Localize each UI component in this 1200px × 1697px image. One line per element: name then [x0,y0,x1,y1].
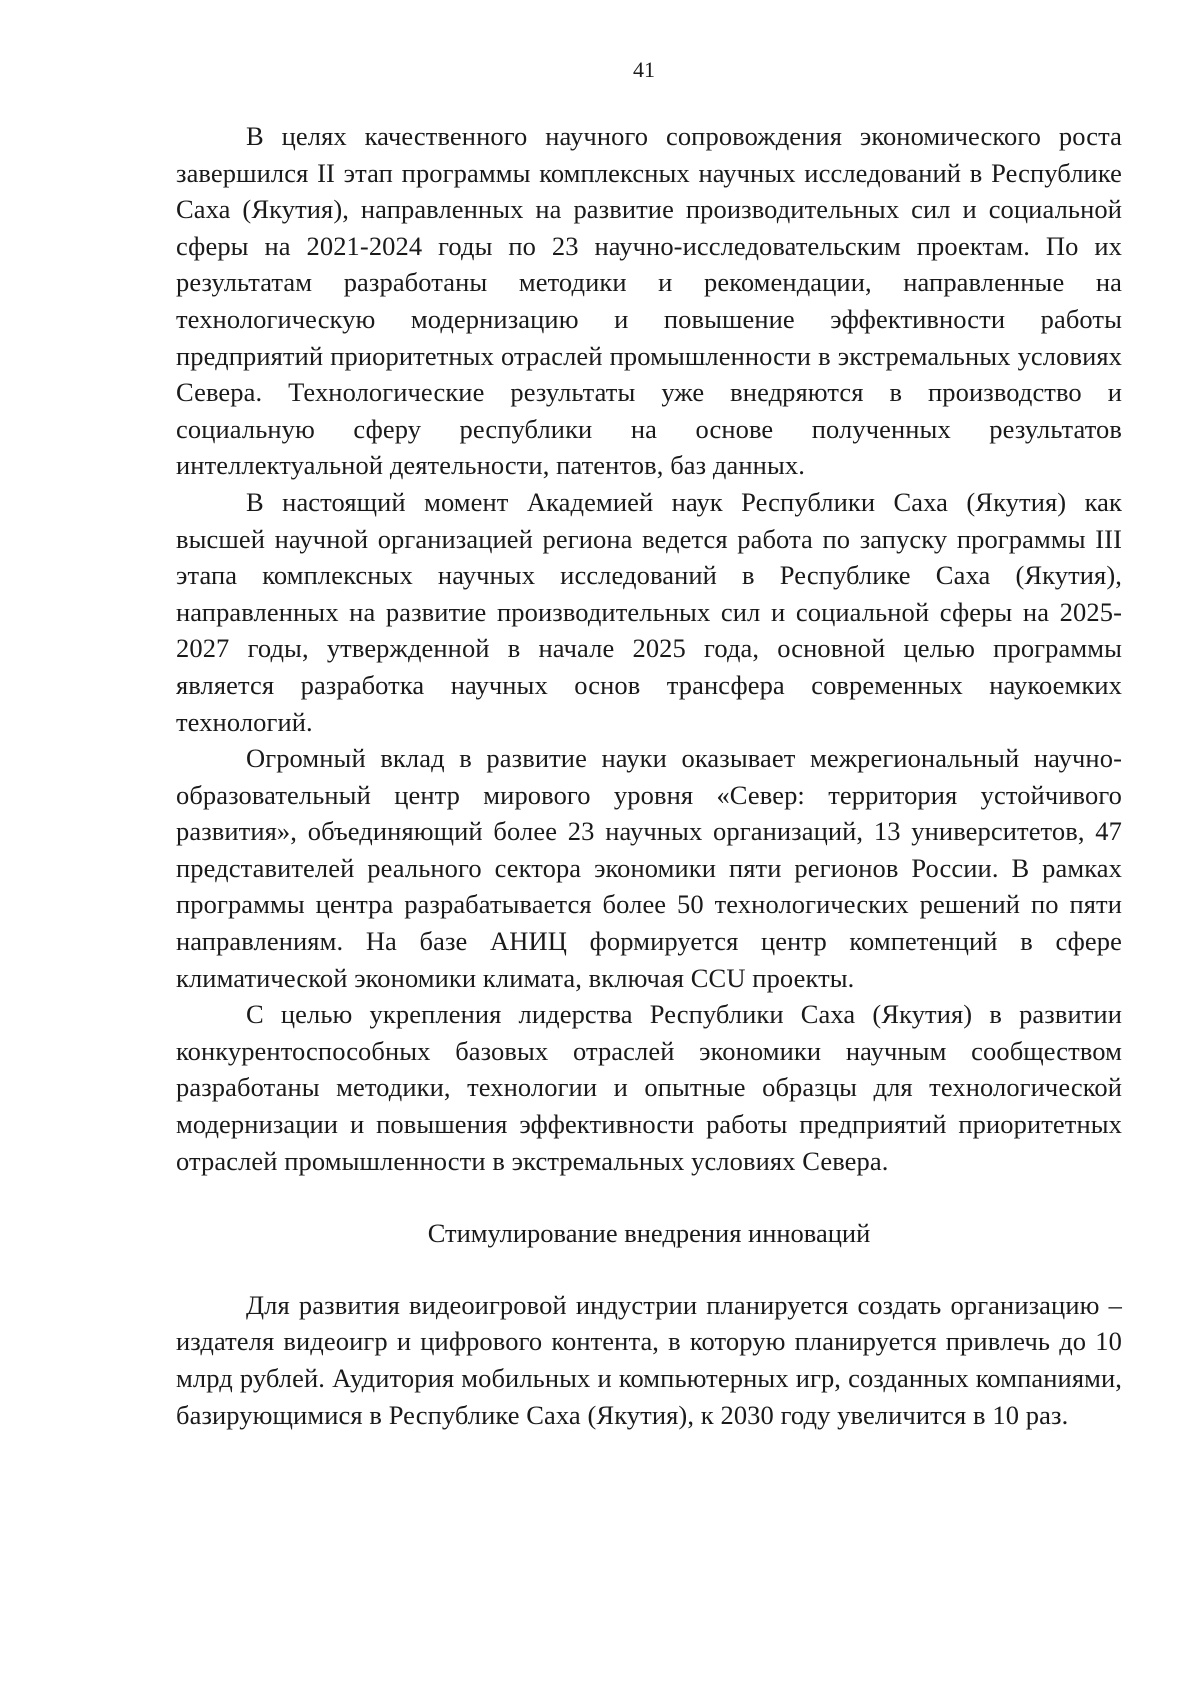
paragraph-industry-modernization: С целью укрепления лидерства Республики Саха (Якутия) в развитии конкурентоспособных базовых отраслей экономики научным сообществом разработаны методики, технологии и опытные образцы для технологической модернизации и повышения эффективности работы предприятий приоритетных отраслей промышленности в экстремальных условиях Севера. [176,999,1122,1176]
document-body [176,118,1122,1433]
paragraph-videogame-industry: Для развития видеоигровой индустрии планируется создать организацию – издателя видеоигр и цифрового контента, в которую планируется привлечь до 10 млрд рублей. Аудитория мобильных и компьютерных игр, созданных компаниями, базирующимися в Республике Саха (Якутия), к 2030 году увеличится в 10 раз. [176,1289,1122,1430]
paragraph-research-center-north: Огромный вклад в развитие науки оказывает межрегиональный научно-образовательный центр мирового уровня «Север: территория устойчивого развития», объединяющий более 23 научных организаций, 13 университетов, 47 представителей реального сектора экономики пяти регионов России. В рамках программы центра разрабатывается более 50 технологических решений по пяти направлениям. На базе АНИЦ формируется центр компетенций в сфере климатической экономики климата, включая CCU проекты. [176,743,1122,993]
paragraph-research-program-stage-2: В целях качественного научного сопровождения экономического роста завершился II этап программы комплексных научных исследований в Республике Саха (Якутия), направленных на развитие производительных сил и социальной сферы на 2021-2024 годы по 23 научно-исследовательским проектам. По их результатам разработаны методики и рекомендации, направленные на технологическую модернизацию и повышение эффективности работы предприятий приоритетных отраслей промышленности в экстремальных условиях Севера. Технологические результаты уже внедряются в производство и социальную сферу республики на основе полученных результатов интеллектуальной деятельности, патентов, баз данных. [176,121,1122,481]
page-number: 41 [633,57,655,82]
paragraph-research-program-stage-3: В настоящий момент Академией наук Республики Саха (Якутия) как высшей научной организацией региона ведется работа по запуску программы III этапа комплексных научных исследований в Республике Саха (Якутия), направленных на развитие производительных сил и социальной сферы на 2025-2027 годы, утвержденной в начале 2025 года, основной целью программы является разработка научных основ трансфера современных наукоемких технологий. [176,486,1122,737]
section-heading: Стимулирование внедрения инноваций [427,1218,871,1249]
